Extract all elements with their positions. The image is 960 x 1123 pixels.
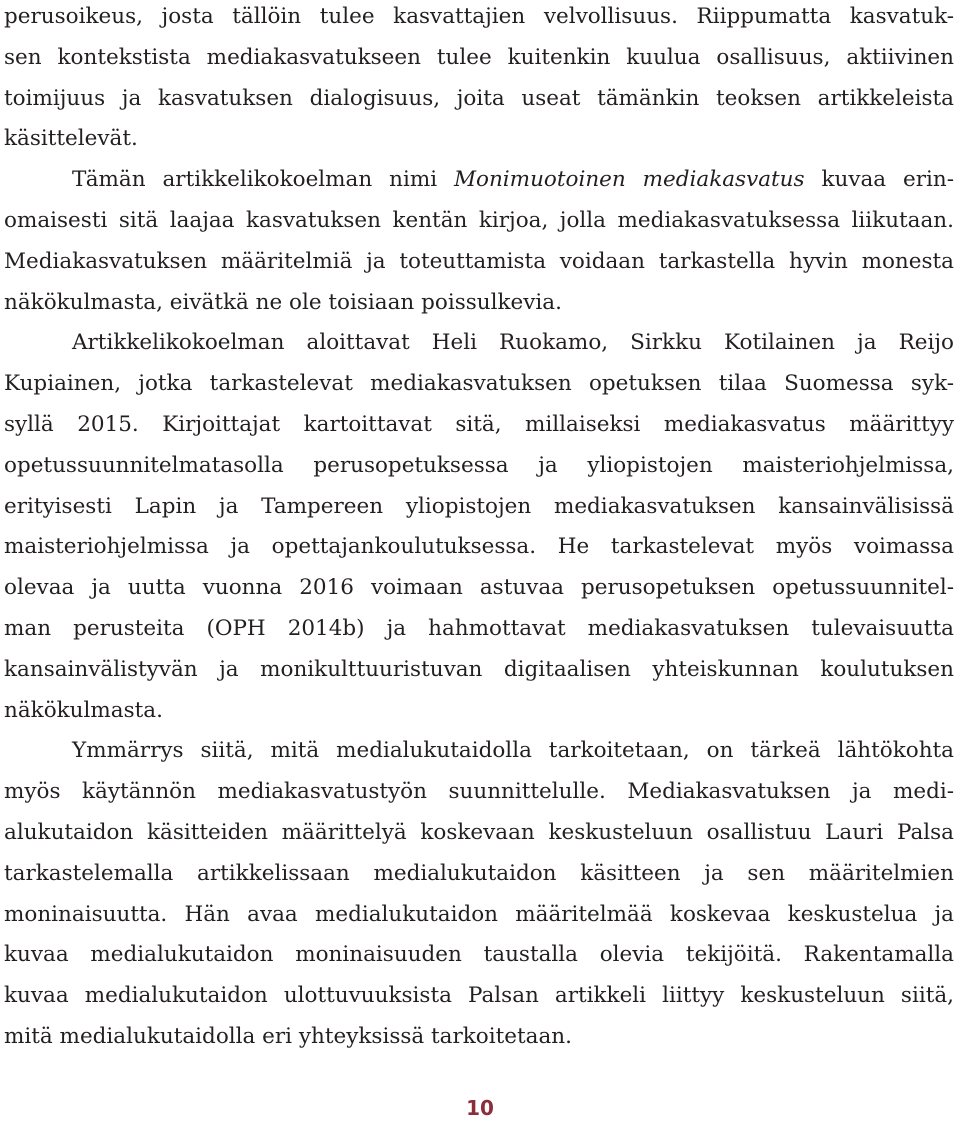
text-line: toimijuus ja kasvatuksen dialogisuus, joita useat tämänkin teoksen artikkeleista [4, 85, 954, 111]
book-title: Monimuotoinen mediakasvatus [454, 167, 805, 193]
text-line: syllä 2015. Kirjoittajat kartoittavat sitä, millaiseksi mediakasvatus määrittyy [4, 411, 954, 437]
paragraph-4 [4, 731, 954, 1057]
text-line: alukutaidon käsitteiden määrittelyä koskevaan keskusteluun osallistuu Lauri Palsa [4, 819, 954, 845]
text-line: käsittelevät. [4, 126, 138, 152]
text-line: tarkastelemalla artikkelissaan medialukutaidon käsitteen ja sen määritelmien [4, 860, 954, 886]
text-line: Ymmärrys siitä, mitä medialukutaidolla tarkoitetaan, on tärkeä lähtökohta [72, 738, 954, 764]
text-line: kuvaa medialukutaidon moninaisuuden taustalla olevia tekijöitä. Rakentamalla [4, 942, 954, 968]
text-line: opetussuunnitelmatasolla perusopetuksessa ja yliopistojen maisteriohjelmissa, [4, 452, 954, 478]
text-run: Tämän artikkelikokoelman nimi [72, 167, 454, 193]
text-line [4, 160, 954, 201]
text-line: näkökulmasta, eivätkä ne ole toisiaan poissulkevia. [4, 289, 562, 315]
text-line: perusoikeus, josta tällöin tulee kasvattajien velvollisuus. Riippumatta kasvatuk- [4, 4, 954, 29]
text-line: sen kontekstista mediakasvatukseen tulee kuitenkin kuulua osallisuus, aktiivinen [4, 44, 954, 70]
text-line: kansainvälistyvän ja monikulttuuristuvan digitaalisen yhteiskunnan koulutuksen [4, 656, 954, 682]
text-run: kuvaa erin- [804, 167, 954, 193]
text-line: man perusteita (OPH 2014b) ja hahmottavat mediakasvatuksen tulevaisuutta [4, 615, 954, 641]
text-line: erityisesti Lapin ja Tampereen yliopistojen mediakasvatuksen kansainvälisissä [4, 493, 954, 519]
text-line: myös käytännön mediakasvatustyön suunnittelulle. Mediakasvatuksen ja medi- [4, 779, 954, 805]
text-line: Kupiainen, jotka tarkastelevat mediakasvatuksen opetuksen tilaa Suomessa syk- [4, 371, 954, 397]
paragraph-2 [4, 160, 954, 323]
text-line: Mediakasvatuksen määritelmiä ja toteuttamista voidaan tarkastella hyvin monesta [4, 248, 954, 274]
text-line: olevaa ja uutta vuonna 2016 voimaan astuvaa perusopetuksen opetussuunnitel- [4, 575, 954, 601]
text-line: omaisesti sitä laajaa kasvatuksen kentän kirjoa, jolla mediakasvatuksessa liikutaan. [4, 207, 954, 233]
page-number: 10 [466, 1096, 494, 1120]
paragraph-3 [4, 323, 954, 731]
text-line: moninaisuutta. Hän avaa medialukutaidon määritelmää koskevaa keskustelua ja [4, 901, 954, 927]
body-text [4, 0, 954, 1058]
text-line: kuvaa medialukutaidon ulottuvuuksista Palsan artikkeli liittyy keskusteluun siitä, [4, 983, 954, 1009]
text-line: näkökulmasta. [4, 697, 163, 723]
text-line: Artikkelikokoelman aloittavat Heli Ruokamo, Sirkku Kotilainen ja Reijo [72, 330, 954, 356]
text-line: mitä medialukutaidolla eri yhteyksissä tarkoitetaan. [4, 1023, 572, 1049]
text-line: maisteriohjelmissa ja opettajankoulutuksessa. He tarkastelevat myös voimassa [4, 534, 954, 560]
paragraph-1 [4, 0, 954, 160]
